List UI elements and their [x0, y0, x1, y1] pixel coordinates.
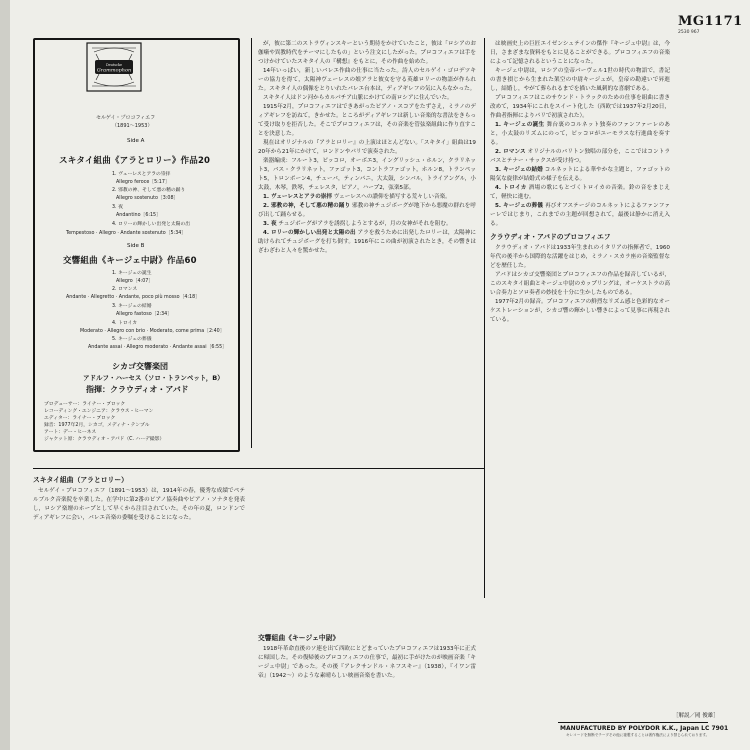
brand-line-2: Grammophon	[96, 67, 132, 74]
track-b2-name: 2. ロマンス	[112, 287, 138, 292]
movement-note	[258, 202, 476, 220]
composer-dates: （1891～1953）	[112, 123, 153, 129]
movement-title: 4. ロリーの輝かしい出発と太陽の出	[263, 230, 356, 236]
side-b-heading: Side B	[127, 243, 145, 249]
movement-title: 2. ロマンス	[495, 149, 526, 155]
label-code: LC 7901	[701, 725, 729, 732]
paragraph: 14年いっぱい，新しいバレエ作曲の仕事に当たった。詩人のセルゲイ・ゴロデツキーの協力を得て，太陽神ヴェーレスの娘アラと彼女を守る英雄ロリーの物語が作られた。スキタイ人の偶像をとりいれたバレエ台本は，ディアギレフの気に入らなかった。	[258, 68, 476, 92]
paragraph: キージェ中尉は，ロシアの皇帝パーヴェル1世の時代の物語で，書記の書き損じから生まれた架空の中尉キージェが，皇帝の勘違いで昇進し，結婚し，やがて葬られるまでを描いた風刺的な喜劇である。	[490, 68, 670, 92]
movement-title: 1. ヴェーレスとアラの崇拝	[263, 194, 332, 200]
movement-note	[258, 220, 476, 229]
track-a3-name: 3. 夜	[112, 205, 123, 210]
track-b2-tempo: Andante · Allegretto · Andante, poco più mosso［4:18］	[66, 295, 200, 300]
section-heading: 交響組曲《キージェ中尉》	[258, 634, 340, 642]
paragraph: 1977年2月の録音。プロコフィエフの鮮烈なリズム感と色彩的なオーケストレーションが，シカゴ響の輝かしい響きによって見事に再現されている。	[490, 299, 670, 323]
movement-note	[490, 121, 670, 148]
track-b4-name: 4. トロイカ	[112, 321, 138, 326]
movement-text: アラを救うために出発したロリーは，太陽神に助けられてチュジボーグを打ち倒す。1916年にこの曲が初演されたとき，その響きはざわざわと人々を驚かせた。	[258, 230, 476, 254]
track-b5-tempo: Andante assai · Allegro moderato · Andante assai［6:55］	[88, 345, 227, 350]
credit-producer: プロデューサー：ライナー・ブロック	[44, 402, 126, 407]
movement-note	[490, 202, 670, 229]
paragraph: クラウディオ・アバドは1933年生まれのイタリアの指揮者で，1960年代の後半から国際的な活躍をはじめ，ミラノ・スカラ座の音楽監督などを歴任した。	[490, 245, 670, 269]
paragraph: アバドはシカゴ交響楽団とプロコフィエフの作品を録音しているが，このスキタイ組曲とキージェ中尉のカップリングは，オーケストラの高い合奏力とソロ奏者の妙技を十分に生かしたものである。	[490, 272, 670, 296]
track-b1-name: 1. キージェの誕生	[112, 271, 152, 276]
scythian-suite-notes	[258, 40, 476, 630]
kije-notes	[490, 40, 670, 706]
paragraph: が，彼に第二のストラヴィンスキーという期待をかけていたこと，彼は「ロシアのお伽噺や異教時代をテーマにしたもの」という注文にしたがった。プロコフィエフは手をつけかけていたスキタイ人の『構想』をもとに，その作曲を始めた。	[258, 41, 476, 65]
credit-engineer: レコーディング・エンジニア：クラウス・ヒーマン	[44, 409, 154, 414]
movement-note	[490, 166, 670, 184]
paragraph: は映画史上の巨匠エイゼンシュテインの傑作『キージェ中尉』は，今日，さまざまな資料をもとに見ることができる。プロコフィエフの音楽によって記憶されるということになった。	[490, 41, 670, 65]
movement-text: 邪教の神チュジボーグが地下から悪魔の群れを呼び出して踊らせる。	[258, 203, 476, 218]
catalog-sub-number: 2530 967	[678, 30, 700, 35]
kije-suite-intro	[258, 630, 476, 740]
movement-note	[258, 229, 476, 256]
column-divider-right	[484, 38, 485, 598]
credit-art: アート：デー・ヒーネス	[44, 430, 97, 435]
track-b4-tempo: Moderato · Allegro con brio · Moderato, come prima［2:40］	[80, 329, 225, 334]
column-divider-left	[251, 38, 252, 448]
movement-text: オリジナルのバリトン独唱の部分を，ここではコントラバスとテナー・サックスが受け持つ。	[490, 149, 670, 164]
track-b3-name: 3. キージェの結婚	[112, 304, 152, 309]
movement-title: 1. キージェの誕生	[495, 122, 545, 128]
movement-title: 4. トロイカ	[495, 185, 527, 191]
copyright-notice: キレコードを無断でテープその他に複製することは著作権法により禁じられております。	[566, 733, 710, 737]
manufacturer-line	[560, 725, 728, 732]
track-b5-name: 5. キージェの葬儀	[112, 337, 152, 342]
movement-note	[490, 184, 670, 202]
orchestra-name: シカゴ交響楽団	[112, 362, 168, 371]
movement-text: チュジボーグがアラを誘拐しようとするが，月の女神がそれを阻む。	[278, 221, 452, 227]
paragraph: スキタイ人はドン河からカルパチア山脈にかけての南ロシアに住んでいた。	[263, 95, 453, 101]
movement-text: ヴェーレスへの讃仰を描写する荒々しい音楽。	[333, 194, 451, 200]
track-a1-tempo: Allegro feroce［5:17］	[116, 180, 170, 185]
commentator-credit: ［解説／岡 俊雄］	[673, 713, 719, 719]
deutsche-grammophon-logo	[86, 42, 142, 92]
credit-recording: 録音：1977年2月，シカゴ，メディナ・テンプル	[44, 423, 150, 428]
paragraph: 1918年革命直後のソ連を出て西欧にとどまっていたプロコフィエフは1933年に正式に帰国した。その復帰後のプロコフィエフの仕事で，最初に手がけたのが映画音楽「キージェ中尉」であった。その後『アレクサンドル・ネフスキー』（1938），『イワン雷帝』（1942～）のような素晴らしい映画音楽を書いた。	[258, 646, 476, 679]
track-b1-tempo: Allegro［4:07］	[116, 279, 154, 284]
movement-title: 3. キージェの結婚	[495, 167, 543, 173]
movement-title: 5. キージェの葬儀	[495, 203, 544, 209]
section-heading: スキタイ組曲（アラとロリー）	[33, 476, 128, 484]
track-a3-tempo: Andantino［6:15］	[116, 213, 161, 218]
track-a4-name: 4. ロリーの輝かしい出発と太陽の出	[112, 222, 191, 227]
spine-edge	[0, 0, 10, 750]
catalog-number: MG1171	[678, 14, 743, 29]
paragraph: セルゲイ・プロコフィエフ（1891～1953）は，1914年の春，優秀な成績でペテルブルク音楽院を卒業した。在学中に第2番のピアノ協奏曲やピアノ・ソナタを発表し，ロシア楽壇のホープとして早くから注目されていた。その年の夏，ロンドンでディアギレフに会い，バレエ音楽の委嘱を受けることになった。	[33, 488, 245, 521]
abbado-section-heading: クラウディオ・アバドのプロコフィエフ	[490, 233, 611, 241]
scythian-suite-intro	[33, 472, 245, 742]
manufacturer-text: MANUFACTURED BY POLYDOR K.K., Japan	[560, 725, 700, 732]
movement-text: 舞台裏のコルネット独奏のファンファーレのあと，小太鼓のリズムにのって，ピッコロがユーモラスな行進曲を奏する。	[490, 122, 670, 146]
paragraph: 現在はオリジナルの『アラとロリー』の上演はほとんどない。「スキタイ」組曲は1920年から21年にかけて，ロンドンやパリで演奏された。	[258, 140, 476, 155]
paragraph: 1915年2月，プロコフィエフはできあがったピアノ・スコアをたずさえ，ミラノのディアギレフを訪ねて，きかせた。ところがディアギレフは新しい音楽的な書法をきらって受け取りを拒否した。そこでプロコフィエフは，その音楽を管弦楽組曲に作り直すことを決意した。	[258, 104, 476, 137]
movement-text: コルネットによる華やかな主題と，ファゴットの陽気な旋律が結婚式の様子を伝える。	[490, 167, 670, 182]
track-a4-tempo: Tempestoso · Allegro · Andante sostenuto［5:34］	[66, 231, 187, 236]
credit-jacket: ジャケット原：クラウディオ・アバド（C. ハーデ撮影）	[44, 437, 165, 442]
composer-name: セルゲイ・プロコフィエフ	[96, 115, 156, 121]
footer-rule	[558, 722, 708, 723]
movement-text: 酒場の歌にもとづくトロイカの音楽。鈴の音をまじえて，軽快に進む。	[490, 185, 670, 200]
movement-note	[490, 148, 670, 166]
movement-title: 3. 夜	[263, 221, 277, 227]
movement-text: 再びオフステージのコルネットによるファンファーレではじまり，これまでの主題が回想されて，最後は静かに消え入る。	[490, 203, 670, 227]
side-a-heading: Side A	[127, 138, 145, 144]
credit-editor: エディター：ライナー・ブロック	[44, 416, 116, 421]
side-b-title: 交響組曲《キージェ中尉》作品60	[63, 256, 197, 266]
paragraph: プロコフィエフはこのサウンド・トラックのための仕事を組曲に書き改めて，1934年にこれをスイート化した（西欧では1937年2月20日，作曲者指揮によりパリで初演された）。	[490, 95, 670, 119]
conductor-name: 指揮：クラウディオ・アバド	[86, 385, 189, 394]
soloist-name: アドルフ・ハーセス（ソロ・トランペット，B）	[83, 374, 224, 382]
movement-title: 2. 邪教の神，そして悪の精の踊り	[263, 203, 351, 209]
brand-line-1: Deutsche	[105, 63, 123, 67]
paragraph: 楽器編成：フルート3，ピッコロ，オーボエ3，イングリッシュ・ホルン，クラリネット3，バス・クラリネット，ファゴット3，コントラファゴット，ホルン8，トランペット5，トロンボーン4，チューバ，ティンパニ，大太鼓，シンバル，トライアングル，小太鼓，木琴，鉄琴，チェレスタ，ピアノ，ハープ2，弦楽5部。	[258, 158, 476, 191]
track-a2-name: 2. 邪教の神、そして悪の精の踊り	[112, 188, 186, 193]
movement-note	[258, 193, 476, 202]
track-a1-name: 1. ヴェーレスとアラの崇拝	[112, 172, 171, 177]
side-a-title: スキタイ組曲《アラとロリー》作品20	[59, 156, 211, 166]
track-a2-tempo: Allegro sostenuto［3:08］	[116, 196, 179, 201]
track-b3-tempo: Allegro fastoso［2:34］	[116, 312, 173, 317]
